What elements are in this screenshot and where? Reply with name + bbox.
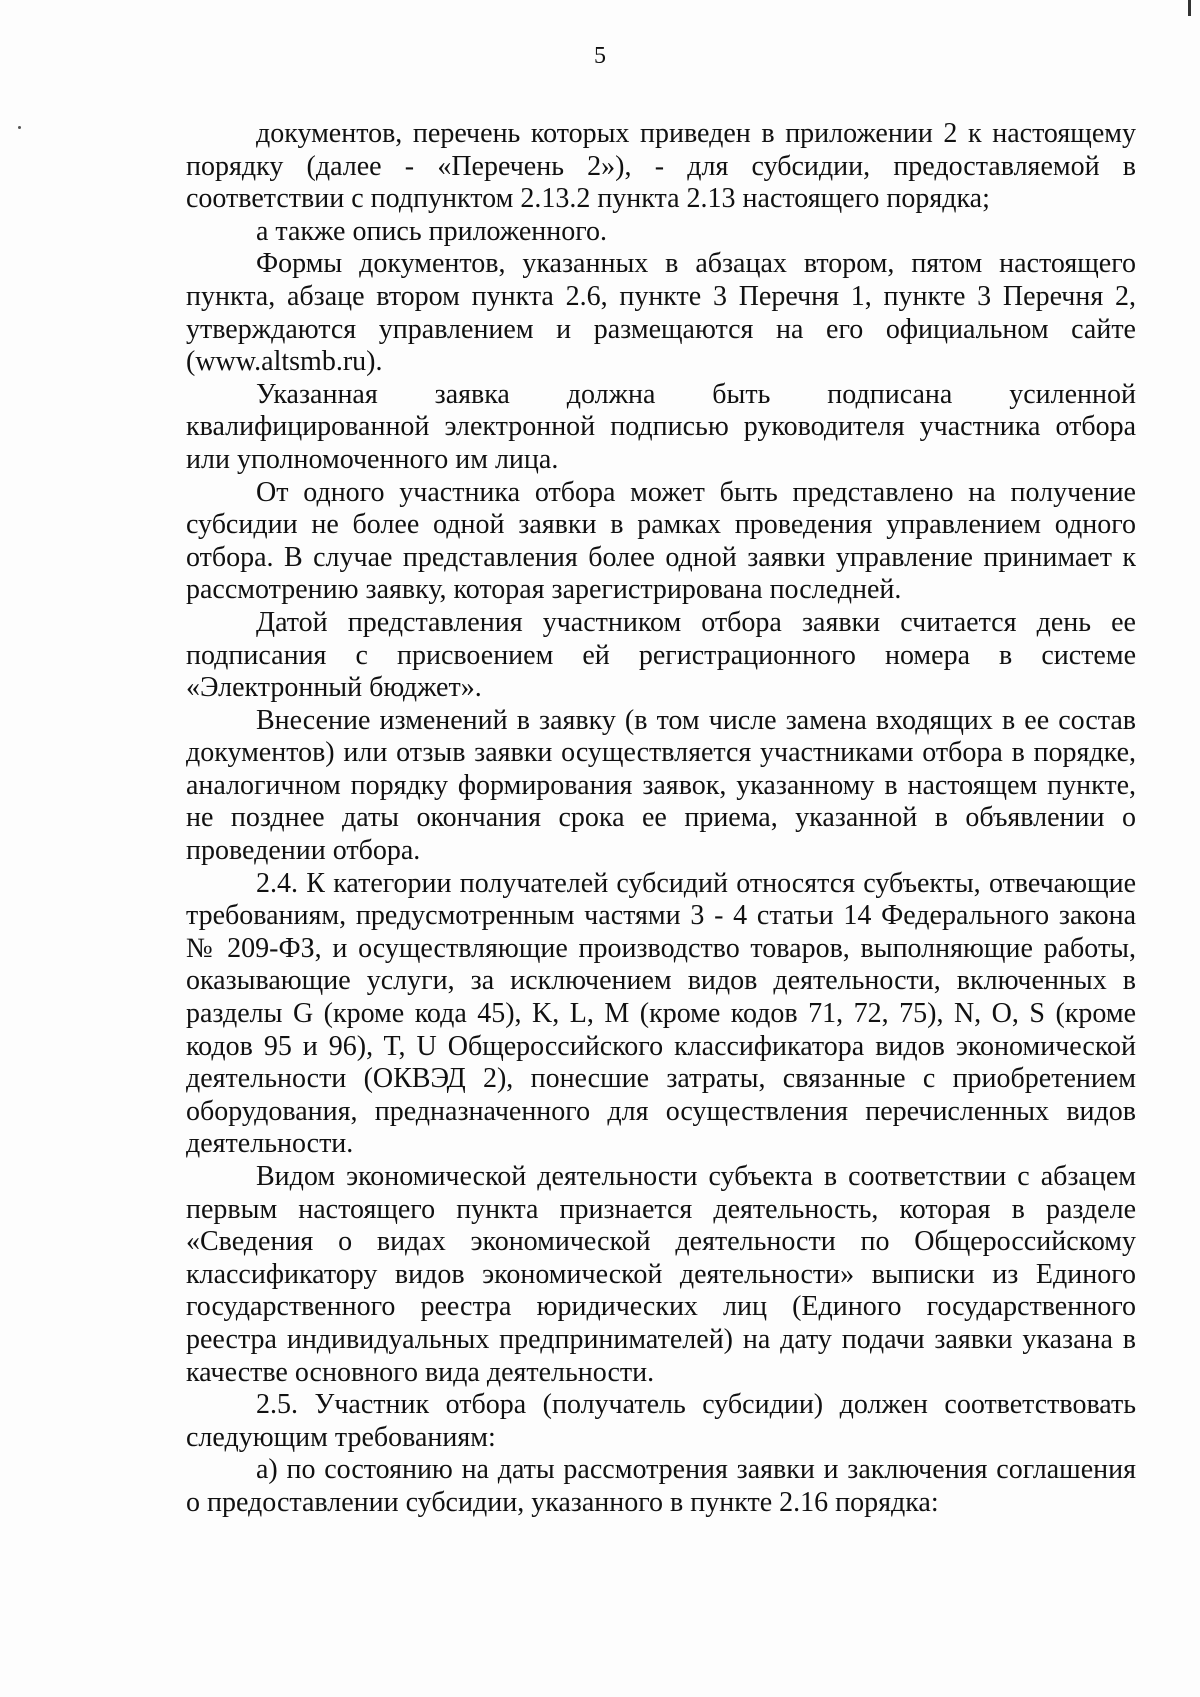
paragraph: а также опись приложенного. (256, 215, 608, 247)
document-body (186, 118, 1136, 1520)
scan-artifact-edge (1188, 0, 1191, 16)
paragraph: Датой представления участником отбора заявки считается день ее подписания с присвоением ей регистрационного номера в системе «Электронный бюджет». (186, 606, 1136, 704)
paragraph: Видом экономической деятельности субъекта в соответствии с абзацем первым настоящего пункта признается деятельность, которая в разделе «Сведения о видах экономической деятельности по Общероссийскому классификатору видов экономической деятельности» выписки из Единого государственного реестра юридических лиц (Единого государственного реестра индивидуальных предпринимателей) на дату подачи заявки указана в качестве основного вида деятельности. (186, 1161, 1136, 1388)
paragraph: документов, перечень которых приведен в приложении 2 к настоящему порядку (далее - «Перечень 2»), - для субсидии, предоставляемой в соответствии с подпунктом 2.13.2 пункта 2.13 настоящего порядка; (186, 118, 1136, 215)
page-number: 5 (594, 43, 606, 69)
paragraph: От одного участника отбора может быть представлено на получение субсидии не более одной заявки в рамках проведения управлением одного отбора. В случае представления более одной заявки управление принимает к рассмотрению заявку, которая зарегистрирована последней. (186, 476, 1136, 606)
paragraph: Формы документов, указанных в абзацах втором, пятом настоящего пункта, абзаце втором пункта 2.6, пункте 3 Перечня 1, пункте 3 Перечня 2, утверждаются управлением и размещаются на его официальном сайте (www.altsmb.ru). (186, 248, 1136, 378)
paragraph: а) по состоянию на даты рассмотрения заявки и заключения соглашения о предоставлении субсидии, указанного в пункте 2.16 порядка: (186, 1454, 1136, 1518)
paragraph: 2.4. К категории получателей субсидий относятся субъекты, отвечающие требованиям, предусмотренным частями 3 - 4 статьи 14 Федерального закона № 209-ФЗ, и осуществляющие производство товаров, выполняющие работы, оказывающие услуги, за исключением видов деятельности, включенных в разделы G (кроме кода 45), K, L, M (кроме кодов 71, 72, 75), N, O, S (кроме кодов 95 и 96), T, U Общероссийского классификатора видов экономической деятельности (ОКВЭД 2), понесшие затраты, связанные с приобретением оборудования, предназначенного для осуществления перечисленных видов деятельности. (186, 867, 1136, 1160)
paragraph: Внесение изменений в заявку (в том числе замена входящих в ее состав документов) или отзыв заявки осуществляется участниками отбора в порядке, аналогичном порядку формирования заявок, указанному в настоящем пункте, не позднее даты окончания срока ее приема, указанной в объявлении о проведении отбора. (186, 704, 1136, 867)
paragraph: Указанная заявка должна быть подписана усиленной квалифицированной электронной подписью руководителя участника отбора или уполномоченного им лица. (186, 378, 1136, 475)
paragraph: 2.5. Участник отбора (получатель субсидии) должен соответствовать следующим требованиям: (186, 1389, 1136, 1453)
scan-artifact-dot (18, 126, 21, 129)
